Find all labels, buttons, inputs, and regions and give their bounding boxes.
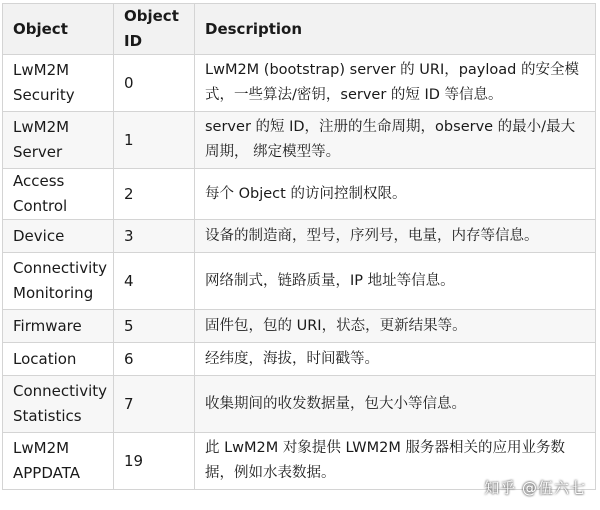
cell-object: Location	[3, 343, 114, 376]
table-row	[3, 343, 596, 376]
cell-description: 网络制式，链路质量，IP 地址等信息。	[195, 253, 596, 310]
cell-object-id: 2	[114, 169, 195, 220]
cell-object: Device	[3, 220, 114, 253]
cell-description: 每个 Object 的访问控制权限。	[195, 169, 596, 220]
cell-object: LwM2M APPDATA	[3, 433, 114, 490]
table-header-row	[3, 4, 596, 55]
cell-description: 固件包，包的 URI，状态，更新结果等。	[195, 310, 596, 343]
cell-description: 经纬度，海拔，时间戳等。	[195, 343, 596, 376]
header-object: Object	[3, 4, 114, 55]
header-description: Description	[195, 4, 596, 55]
cell-object: Connectivity Monitoring	[3, 253, 114, 310]
cell-description: LwM2M (bootstrap) server 的 URI，payload 的安全模式，一些算法/密钥，server 的短 ID 等信息。	[195, 55, 596, 112]
cell-object: Connectivity Statistics	[3, 376, 114, 433]
lwm2m-object-table	[2, 3, 596, 490]
cell-object: Access Control	[3, 169, 114, 220]
table-row	[3, 220, 596, 253]
table-row	[3, 310, 596, 343]
table-row	[3, 376, 596, 433]
cell-object-id: 3	[114, 220, 195, 253]
cell-description: 设备的制造商，型号，序列号，电量，内存等信息。	[195, 220, 596, 253]
table-row	[3, 169, 596, 220]
cell-object-id: 0	[114, 55, 195, 112]
cell-object-id: 1	[114, 112, 195, 169]
cell-object-id: 19	[114, 433, 195, 490]
cell-object: Firmware	[3, 310, 114, 343]
cell-object-id: 6	[114, 343, 195, 376]
cell-object: LwM2M Server	[3, 112, 114, 169]
cell-object-id: 5	[114, 310, 195, 343]
cell-description: 收集期间的收发数据量，包大小等信息。	[195, 376, 596, 433]
table-row	[3, 112, 596, 169]
watermark: 知乎 @伍六七	[484, 479, 586, 497]
cell-object: LwM2M Security	[3, 55, 114, 112]
cell-object-id: 7	[114, 376, 195, 433]
cell-description: 此 LwM2M 对象提供 LWM2M 服务器相关的应用业务数据，例如水表数据。	[195, 433, 596, 490]
cell-description: server 的短 ID，注册的生命周期，observe 的最小/最大周期， 绑定模型等。	[195, 112, 596, 169]
table-row	[3, 253, 596, 310]
header-object-id: Object ID	[114, 4, 195, 55]
cell-object-id: 4	[114, 253, 195, 310]
table-row	[3, 55, 596, 112]
